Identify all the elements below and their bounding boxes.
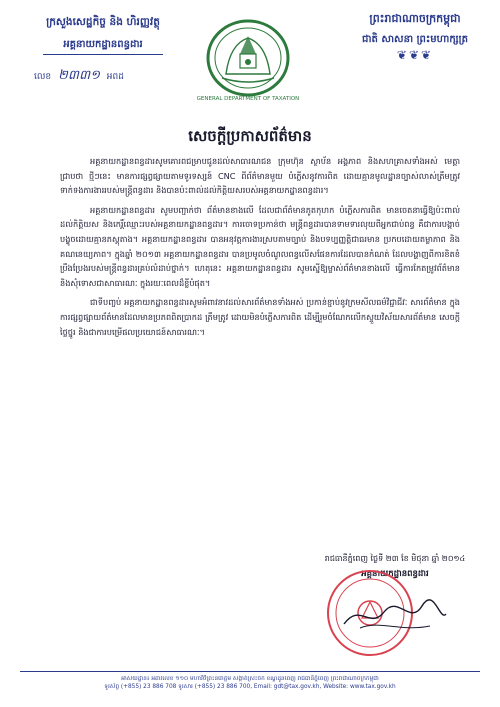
department-underline [43,54,163,55]
kingdom-header [340,12,490,62]
ministry-header [8,16,198,86]
emblem-logo-icon [196,18,300,98]
reference-number: លេខ ២៣៣១ អពដ [34,68,124,83]
document-title: សេចក្តីប្រកាសព័ត៌មាន [188,127,312,145]
emblem-caption: GENERAL DEPARTMENT OF TAXATION [196,96,300,102]
date-line: រាជធានីភ្នំពេញ ថ្ងៃទី ២៣ ខែ មិថុនា ឆ្នាំ ២០១៤ [324,554,466,563]
footer-contact: ទូរស័ព្ទ (+855) 23 886 708 ទូរសារ (+855) 23 886 700, Email: gdt@tax.gov.kh, Website: www.tax.gov.kh [104,684,396,690]
department-name: អគ្គនាយកដ្ឋានពន្ធដារ [8,37,198,55]
paragraph-main: អគ្គនាយកដ្ឋានពន្ធដារ សូមបញ្ជាក់ថា ព័ត៌មានខាងលើ ដែលជាព័ត៌មានភូតកុហក បំភ្លើសការពិត មានចេតនាធ្វើឱ្យប៉ះពាល់ដល់កិត្តិយស និងកេរ្តិ៍ឈ្មោះរបស់អគ្គនាយកដ្ឋានពន្ធដារ។ ការចោទប្រកាន់ថា មន្ត្រីពន្ធដារបានទាមទារលុយពីអ្នកជាប់ពន្ធ គឺជាការបង្កាច់បង្ខូចដោយគ្មានភស្តុតាង។ អគ្គនាយកដ្ឋានពន្ធដារ បានអនុវត្តការងារស្របតាមច្បាប់ និងបទប្បញ្ញត្តិជាធរមាន ប្រកបដោយតម្លាភាព និងគណនេយ្យភាព។ ក្នុងឆ្នាំ ២០១៣ អគ្គនាយកដ្ឋានពន្ធដារ បានប្រមូលចំណូលពន្ធលើសផែនការដែលបានកំណត់ ដែលបង្ហាញពីការខិតខំប្រឹងប្រែងរបស់មន្ត្រីពន្ធដារគ្រប់លំដាប់ថ្នាក់។ ហេតុនេះ អគ្គនាយកដ្ឋានពន្ធដារ សូមស្នើឱ្យម្ចាស់ព័ត៌មានខាងលើ ធ្វើការកែតម្រូវព័ត៌មាន និងសុំទោសជាសាធារណៈ ក្នុងរយៈពេលដ៏ខ្លីបំផុត។ [60,204,460,288]
paragraph-closing: ជាទីបញ្ចប់ អគ្គនាយកដ្ឋានពន្ធដារសូមអំពាវនាវដល់សារព័ត៌មានទាំងអស់ ប្រកាន់ខ្ជាប់នូវក្រមសីលធម៌វិជ្ជាជីវៈ សារព័ត៌មាន ក្នុងការផ្សព្វផ្សាយព័ត៌មានដែលមានប្រភពពិតប្រាកដ ត្រឹមត្រូវ ដោយមិនបំភ្លើសការពិត ដើម្បីរួមចំណែកលើកស្ទួយវិស័យសារព័ត៌មាន សេចក្តីថ្លៃថ្នូរ និងជាការបម្រើផលប្រយោជន៍សាធារណៈ។ [60,297,460,337]
ornament-divider: ❦❦❦ [396,48,434,62]
document-footer [20,671,480,691]
signature-icon [340,596,450,636]
ref-number-value: ២៣៣១ [58,68,100,83]
ministry-name: ក្រសួងសេដ្ឋកិច្ច និង ហិរញ្ញវត្ថុ [46,16,160,28]
footer-address: អាសយដ្ឋាន៖ អគារលេខ ១១០ មហាវិថីព្រះនរោត្តម សង្កាត់ស្រះចក ខណ្ឌដូនពេញ រាជធានីភ្នំពេញ ព្រះរាជាណាចក្រកម្ពុជា [121,676,379,682]
paragraph-intro: អគ្គនាយកដ្ឋានពន្ធដារសូមគោរពជម្រាបជូនដល់សាធារណជន ក្រុមហ៊ុន ស្ថាប័ន អង្គភាព និងសហគ្រាសទាំងអស់ មេត្តាជ្រាបថា ថ្មីៗនេះ មានការផ្សព្វផ្សាយតាមទូរទស្សន៍ CNC ពីព័ត៌មានមួយ បំភ្លើសនូវការពិត ដោយគ្មានមូលដ្ឋានច្បាស់លាស់ត្រឹមត្រូវ ទាក់ទងការងាររបស់មន្ត្រីពន្ធដារ និងបានប៉ះពាល់ដល់កិត្តិយសរបស់អគ្គនាយកដ្ឋានពន្ធដារ។ [60,156,460,196]
signer-title: អគ្គនាយកដ្ឋានពន្ធដារ [361,569,429,579]
national-motto: ជាតិ សាសនា ព្រះមហាក្សត្រ [362,34,468,45]
kingdom-name: ព្រះរាជាណាចក្រកម្ពុជា [369,12,461,25]
gdt-emblem [196,18,300,112]
document-body [60,154,460,344]
